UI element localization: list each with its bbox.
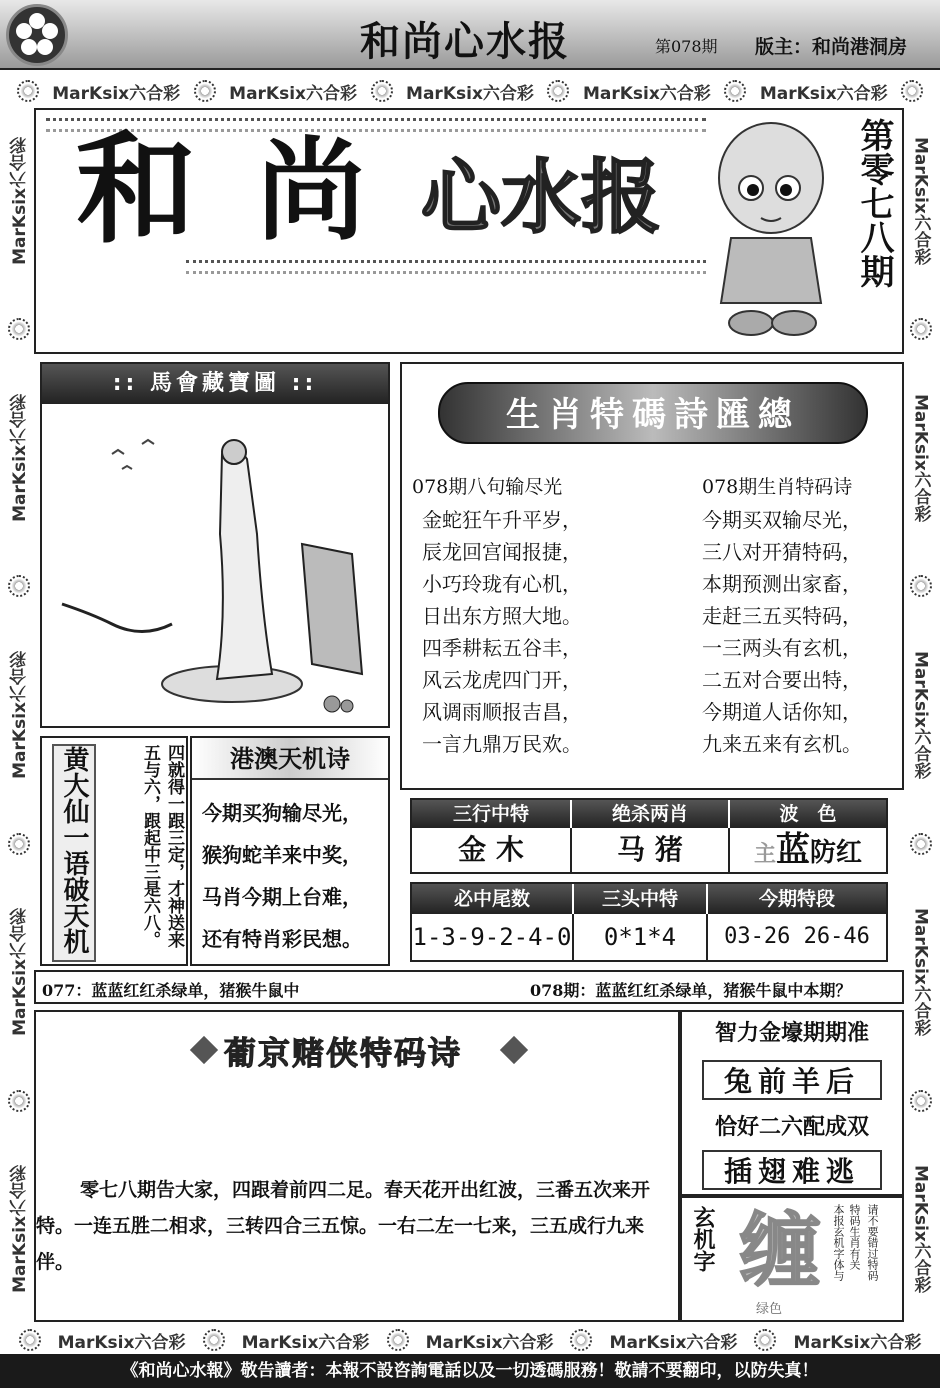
poem-line: 二五对合要出特， (702, 668, 862, 692)
table-value-cell: 马 猪 (570, 828, 728, 872)
poem-line: 一三两头有玄机， (702, 636, 862, 660)
watermark-text: MarKsix六合彩 (582, 83, 711, 104)
watermark-text: MarKsix六合彩 (793, 1332, 922, 1353)
flower-icon (17, 80, 39, 102)
gangao-line: 今期买狗输尽光， (202, 801, 362, 825)
wave-strong: 蓝 (776, 830, 810, 870)
wave-rest: 防红 (810, 838, 863, 868)
flower-icon (901, 80, 923, 102)
watermark-text: MarKsix六合彩 (57, 1332, 186, 1353)
poem-line: 日出东方照大地。 (422, 604, 582, 628)
poem-line: 辰龙回宫闻报捷， (422, 540, 582, 564)
poem-line: 九来五来有玄机。 (702, 732, 862, 756)
right-line-2: 兔前羊后 (702, 1060, 882, 1100)
flower-icon (910, 575, 932, 597)
watermark-text: MarKsix六合彩 (229, 83, 358, 104)
watermark-text: MarKsix六合彩 (910, 1165, 931, 1294)
poem-line: 走赶三五买特码， (702, 604, 862, 628)
watermark-text: MarKsix六合彩 (910, 908, 931, 1036)
daxian-text: 四就得一跟三定，才神送来五与六，跟起中三是六八。 (140, 744, 184, 948)
poem-section-box (400, 362, 904, 790)
flower-icon (8, 1090, 30, 1112)
watermark-text: MarKsix六合彩 (9, 136, 30, 265)
watermark-text: MarKsix六合彩 (52, 83, 181, 104)
gangao-title: 港澳天机诗 (192, 738, 388, 780)
masthead-bar (0, 0, 940, 70)
poem-right-lines (702, 504, 862, 760)
poem-line: 四季耕耘五谷丰， (422, 636, 582, 660)
poem-line: 三八对开猜特码， (702, 540, 862, 564)
xuanji-box (680, 1196, 904, 1322)
banner-title-xinshuibao: 心水报 (421, 151, 661, 244)
treasure-illustration (52, 414, 378, 724)
banner-issue-vertical: 第零七八期 (854, 118, 894, 288)
flower-icon (8, 833, 30, 855)
poem-left-heading: 078期八句输尽光 (412, 476, 563, 498)
table-header-cell: 三头中特 (572, 884, 706, 914)
jingdu-diamond-left-icon (190, 1036, 218, 1064)
table-prediction-2 (410, 882, 888, 962)
flower-icon (910, 1090, 932, 1112)
xuanji-note-c: 请不要错过特码 (866, 1204, 879, 1281)
right-line-3: 恰好二六配成双 (714, 1114, 869, 1140)
footer-bar (0, 1354, 940, 1388)
wave-main-label: 主 (753, 842, 776, 867)
watermark-strip-right (906, 110, 936, 1320)
right-line-4: 插翅难逃 (702, 1150, 882, 1190)
poem-line: 风云龙虎四门开， (422, 668, 582, 692)
xuanji-note-a: 特码生肖有关 (848, 1204, 861, 1270)
flower-icon (387, 1329, 409, 1351)
banner-char-shang: 尚 (256, 126, 366, 255)
right-predictions-box (680, 1010, 904, 1196)
watermark-text: MarKsix六合彩 (406, 83, 534, 104)
table-value-cell: 金 木 (458, 833, 524, 866)
flower-icon (547, 80, 569, 102)
flower-icon (910, 318, 932, 340)
watermark-strip-left (4, 110, 34, 1320)
record-bar (34, 970, 904, 1004)
watermark-text: MarKsix六合彩 (9, 1165, 30, 1294)
xuanji-note-b: 本报玄机字体与 (832, 1204, 845, 1281)
daxian-title: 黄大仙一语破天机 (52, 744, 96, 962)
footer-notice: 《和尚心水報》敬告讀者：本報不設咨詢電話以及一切透碼服務！敬請不要翻印，以防失真！ (121, 1361, 819, 1381)
masthead-logo (6, 4, 68, 66)
watermark-text: MarKsix六合彩 (609, 1332, 738, 1353)
right-line-1: 智力金壕期期准 (714, 1020, 869, 1046)
watermark-text: MarKsix六合彩 (910, 136, 931, 265)
table-header-cell: 波 色 (728, 800, 886, 828)
poem-line: 今期买双输尽光， (702, 508, 862, 532)
xuanji-label: 玄机字 (690, 1206, 716, 1272)
watermark-text: MarKsix六合彩 (910, 393, 931, 522)
jingdu-diamond-right-icon (500, 1036, 528, 1064)
flower-icon (724, 80, 746, 102)
table-header-cell: 绝杀两肖 (570, 800, 728, 828)
flower-icon (194, 80, 216, 102)
flower-icon (8, 575, 30, 597)
poem-line: 一言九鼎万民欢。 (422, 732, 582, 756)
watermark-strip-top (10, 76, 930, 106)
record-right: 078期：蓝蓝红红杀绿单，猪猴牛鼠中本期？ (530, 981, 852, 1000)
masthead-issue: 第078期 (655, 37, 718, 56)
xuanji-color-note: 绿色 (756, 1302, 783, 1317)
table-value-cell: 0*1*4 (572, 914, 706, 960)
masthead-title: 和尚心水报 (360, 19, 570, 65)
table-prediction-1 (410, 798, 888, 874)
banner-box (34, 108, 904, 354)
poem-line: 风调雨顺报吉昌， (422, 700, 582, 724)
bauhinia-icon (9, 7, 65, 63)
poem-section-title: 生肖特碼詩匯總 (438, 382, 868, 444)
flower-icon (19, 1329, 41, 1351)
poem-line: 本期预测出家畜， (702, 572, 862, 596)
vine-bottom (186, 260, 706, 274)
poem-right-heading: 078期生肖特码诗 (702, 476, 853, 498)
monk-mascot-icon (706, 118, 836, 343)
gangao-line: 猴狗蛇羊来中奖， (202, 843, 362, 867)
flower-icon (570, 1329, 592, 1351)
treasure-map-title: :: 馬會藏寶圖 :: (42, 364, 388, 404)
gangao-lines (202, 792, 362, 960)
flower-icon (371, 80, 393, 102)
table-value-cell-wave (728, 828, 886, 872)
poem-line: 今期道人话你知， (702, 700, 862, 724)
table-value-cell: 03-26 26-46 (706, 914, 886, 960)
jingdu-title: 葡京赌侠特码诗 (224, 1034, 463, 1072)
gangao-line: 马肖今期上台难， (202, 885, 362, 909)
poem-line: 小巧玲珑有心机， (422, 572, 582, 596)
jingdu-box (34, 1010, 680, 1322)
flower-icon (203, 1329, 225, 1351)
watermark-text: MarKsix六合彩 (425, 1332, 554, 1353)
flower-icon (910, 833, 932, 855)
masthead-editor: 版主：和尚港洞房 (755, 36, 908, 58)
xuanji-char: 缠 (740, 1203, 820, 1297)
table-header-cell: 必中尾数 (412, 884, 572, 914)
poem-left-lines (422, 504, 582, 760)
table-header-cell: 三行中特 (412, 800, 570, 828)
watermark-strip-bottom (10, 1326, 930, 1354)
watermark-text: MarKsix六合彩 (759, 83, 888, 104)
banner-char-he: 和 (76, 119, 196, 260)
jingdu-text: 零七八期告大家，四跟着前四二足。春天花开出红波，三番五次来开特。一连五胜二相求，三转四合三五惊。一右二左一七来，三五成行九来伴。 (36, 1179, 651, 1273)
watermark-text: MarKsix六合彩 (9, 393, 30, 522)
daxian-box (40, 736, 188, 966)
gangao-box (190, 736, 390, 966)
record-left: 077：蓝蓝红红杀绿单，猪猴牛鼠中 (42, 981, 300, 1000)
flower-icon (8, 318, 30, 340)
treasure-map-box (40, 362, 390, 728)
poem-line: 金蛇狂午升平岁， (422, 508, 582, 532)
watermark-text: MarKsix六合彩 (241, 1332, 370, 1353)
table-value-cell: 1-3-9-2-4-0 (412, 923, 572, 951)
watermark-text: MarKsix六合彩 (910, 651, 931, 779)
watermark-text: MarKsix六合彩 (9, 651, 30, 779)
gangao-line: 还有特肖彩民想。 (202, 927, 362, 951)
table-header-cell: 今期特段 (706, 884, 886, 914)
flower-icon (754, 1329, 776, 1351)
watermark-text: MarKsix六合彩 (9, 908, 30, 1036)
